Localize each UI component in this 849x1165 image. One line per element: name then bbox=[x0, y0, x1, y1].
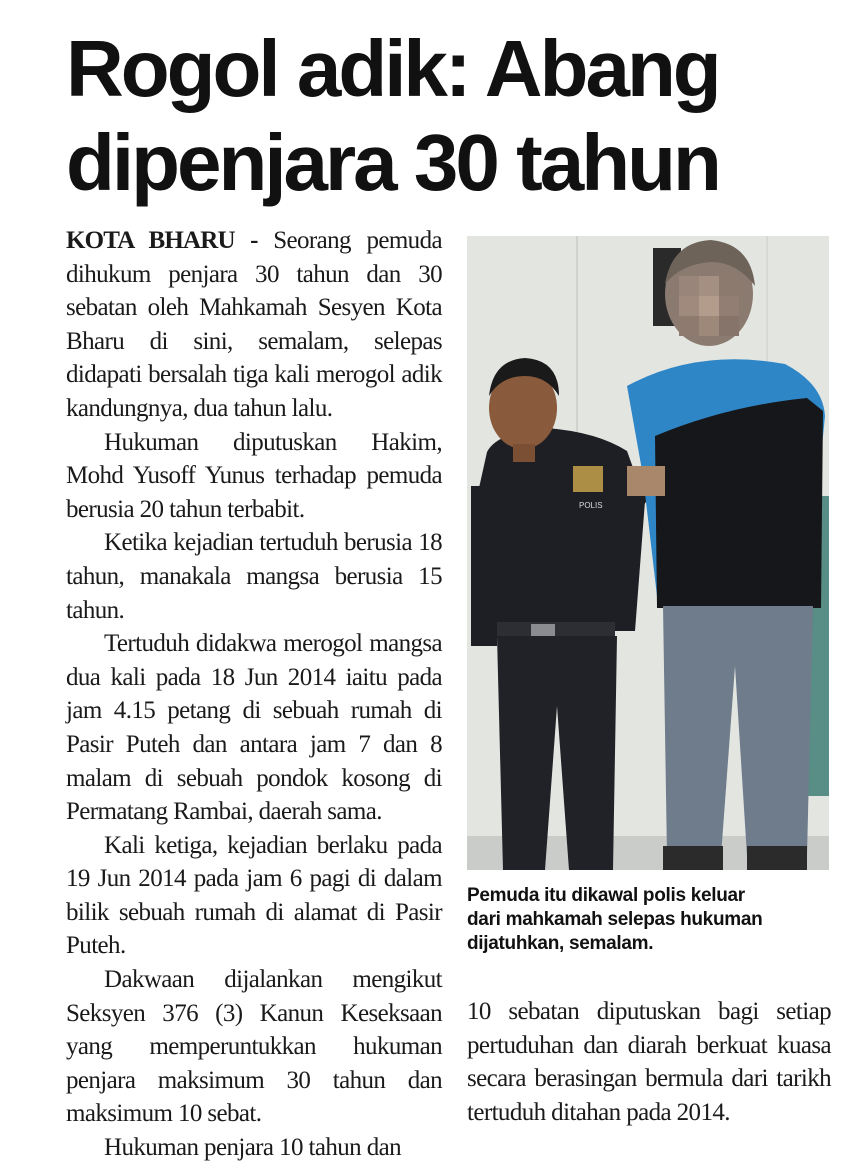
photo-illustration bbox=[467, 236, 829, 870]
police-badge-text: POLIS bbox=[579, 501, 603, 510]
article-paragraph: Kali ketiga, kejadian berlaku pada 19 Jun 2014 pada jam 6 pagi di dalam bilik sebuah rumah di alamat di Pasir Puteh. bbox=[66, 831, 442, 960]
article-continuation: 10 sebatan diputuskan bagi setiap pertuduhan dan diarah berkuat kuasa secara berasingan bermula dari tarikh tertuduh ditahan pada 2014. bbox=[467, 998, 831, 1126]
dateline: KOTA BHARU - bbox=[66, 227, 258, 254]
headline bbox=[66, 22, 786, 210]
article-paragraph: Ketika kejadian tertuduh berusia 18 tahun, manakala mangsa berusia 15 tahun. bbox=[66, 529, 442, 624]
article-paragraph bbox=[66, 224, 442, 426]
photo-caption bbox=[467, 884, 829, 956]
caption-line: dijatuhkan, semalam. bbox=[467, 933, 654, 954]
article-body-left-column bbox=[66, 224, 442, 1165]
news-photo bbox=[467, 236, 829, 870]
blurred-face bbox=[679, 276, 739, 336]
headline-line-2: dipenjara 30 tahun bbox=[66, 118, 719, 207]
paragraph-text: Seorang pemuda dihukum penjara 30 tahun dan 30 sebatan oleh Mahkamah Sesyen Kota Bharu di sini, semalam, selepas didapati bersalah tiga kali merogol adik kandungnya, dua tahun lalu. bbox=[66, 227, 442, 422]
caption-line: Pemuda itu dikawal polis keluar bbox=[467, 885, 745, 906]
caption-line: dari mahkamah selepas hukuman bbox=[467, 909, 763, 930]
article-paragraph: Dakwaan dijalankan mengikut Seksyen 376 (3) Kanun Keseksaan yang memperuntukkan hukuman penjara maksimum 30 tahun dan maksimum 10 sebat. bbox=[66, 966, 442, 1128]
article-body-right-column bbox=[467, 995, 831, 1129]
article-paragraph: Hukuman diputuskan Hakim, Mohd Yusoff Yunus terhadap pemuda berusia 20 tahun terbabit. bbox=[66, 428, 442, 523]
article-paragraph: Hukuman penjara 10 tahun dan bbox=[104, 1134, 401, 1162]
article-paragraph: Tertuduh didakwa merogol mangsa dua kali pada 18 Jun 2014 iaitu pada jam 4.15 petang di sebuah rumah di Pasir Puteh dan antara jam 7 dan 8 malam di sebuah pondok kosong di Permatang Rambai, daerah sama. bbox=[66, 630, 442, 826]
headline-line-1: Rogol adik: Abang bbox=[66, 24, 719, 113]
